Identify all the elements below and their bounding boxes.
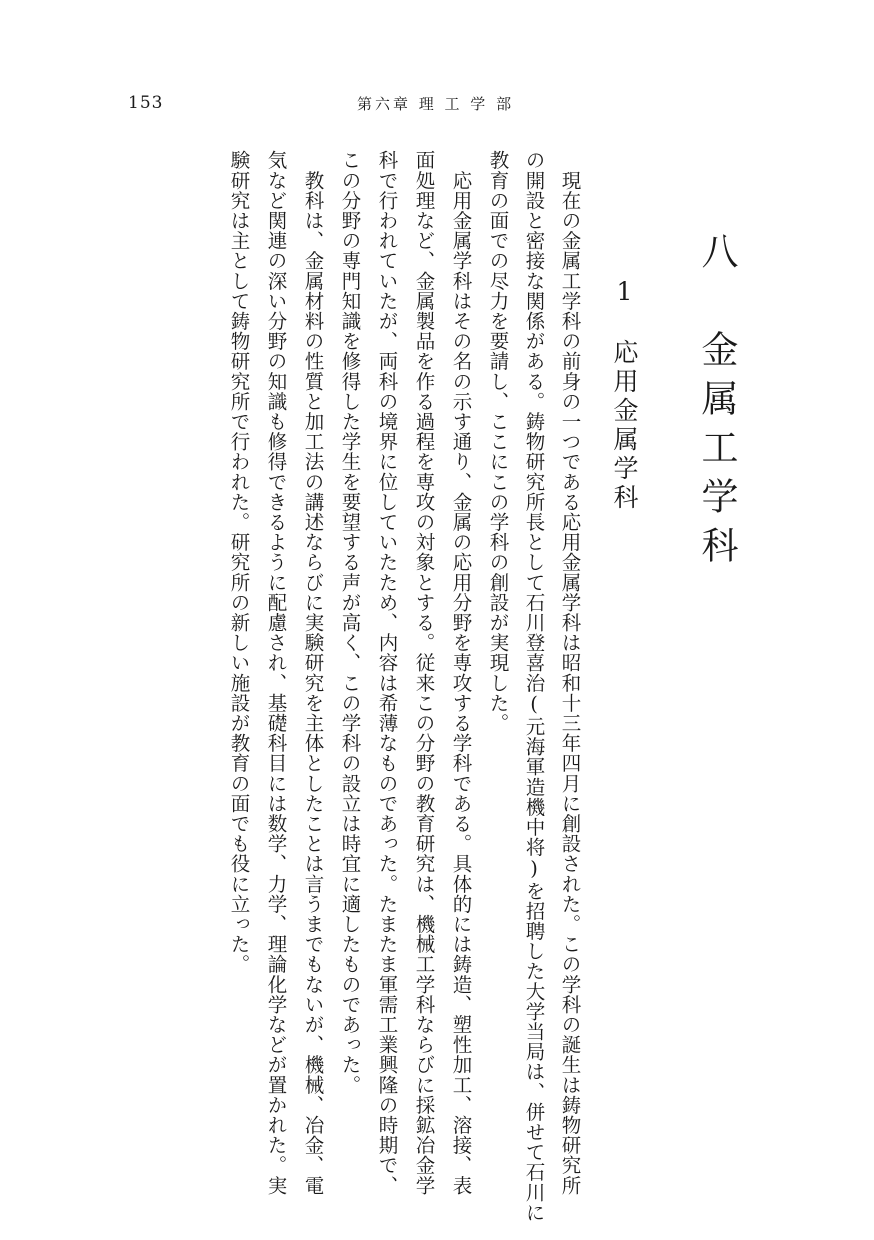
body-column-6: 科で行われていたが、両科の境界に位していたため、内容は希薄なものであった。たまたま軍需工業興隆の時期で、 xyxy=(375,150,399,1196)
body-column-4: 応用金属学科はその名の示す通り、金属の応用分野を専攻する学科である。具体的には鋳造、塑性加工、溶接、表 xyxy=(449,150,473,1196)
running-header: 第六章 理 工 学 部 xyxy=(357,95,515,113)
page-number: 153 xyxy=(128,93,164,113)
body-column-7: この分野の専門知識を修得した学生を要望する声が高く、この学科の設立は時宜に適したものであった。 xyxy=(338,150,362,1095)
section-title: 八 金属工学科 xyxy=(695,232,738,575)
subsection-title: 1 応用金属学科 xyxy=(610,277,639,513)
body-column-2: の開設と密接な関係がある。鋳物研究所長として石川登喜治(元海軍造機中将)を招聘した大学当局は、併せて石川に xyxy=(522,150,546,1223)
body-column-5: 面処理など、金属製品を作る過程を専攻の対象とする。従来この分野の教育研究は、機械工学科ならびに採鉱冶金学 xyxy=(412,150,436,1196)
body-column-1: 現在の金属工学科の前身の一つである応用金属学科は昭和十三年四月に創設された。この学科の誕生は鋳物研究所 xyxy=(558,150,582,1196)
body-column-10: 験研究は主として鋳物研究所で行われた。研究所の新しい施設が教育の面でも役に立った。 xyxy=(227,150,251,975)
body-column-9: 気など関連の深い分野の知識も修得できるように配慮され、基礎科目には数学、力学、理論化学などが置かれた。実 xyxy=(264,150,288,1196)
body-column-3: 教育の面での尽力を要請し、ここにこの学科の創設が実現した。 xyxy=(486,150,510,733)
body-column-8: 教科は、金属材料の性質と加工法の講述ならびに実験研究を主体としたことは言うまでもないが、機械、冶金、電 xyxy=(301,150,325,1196)
